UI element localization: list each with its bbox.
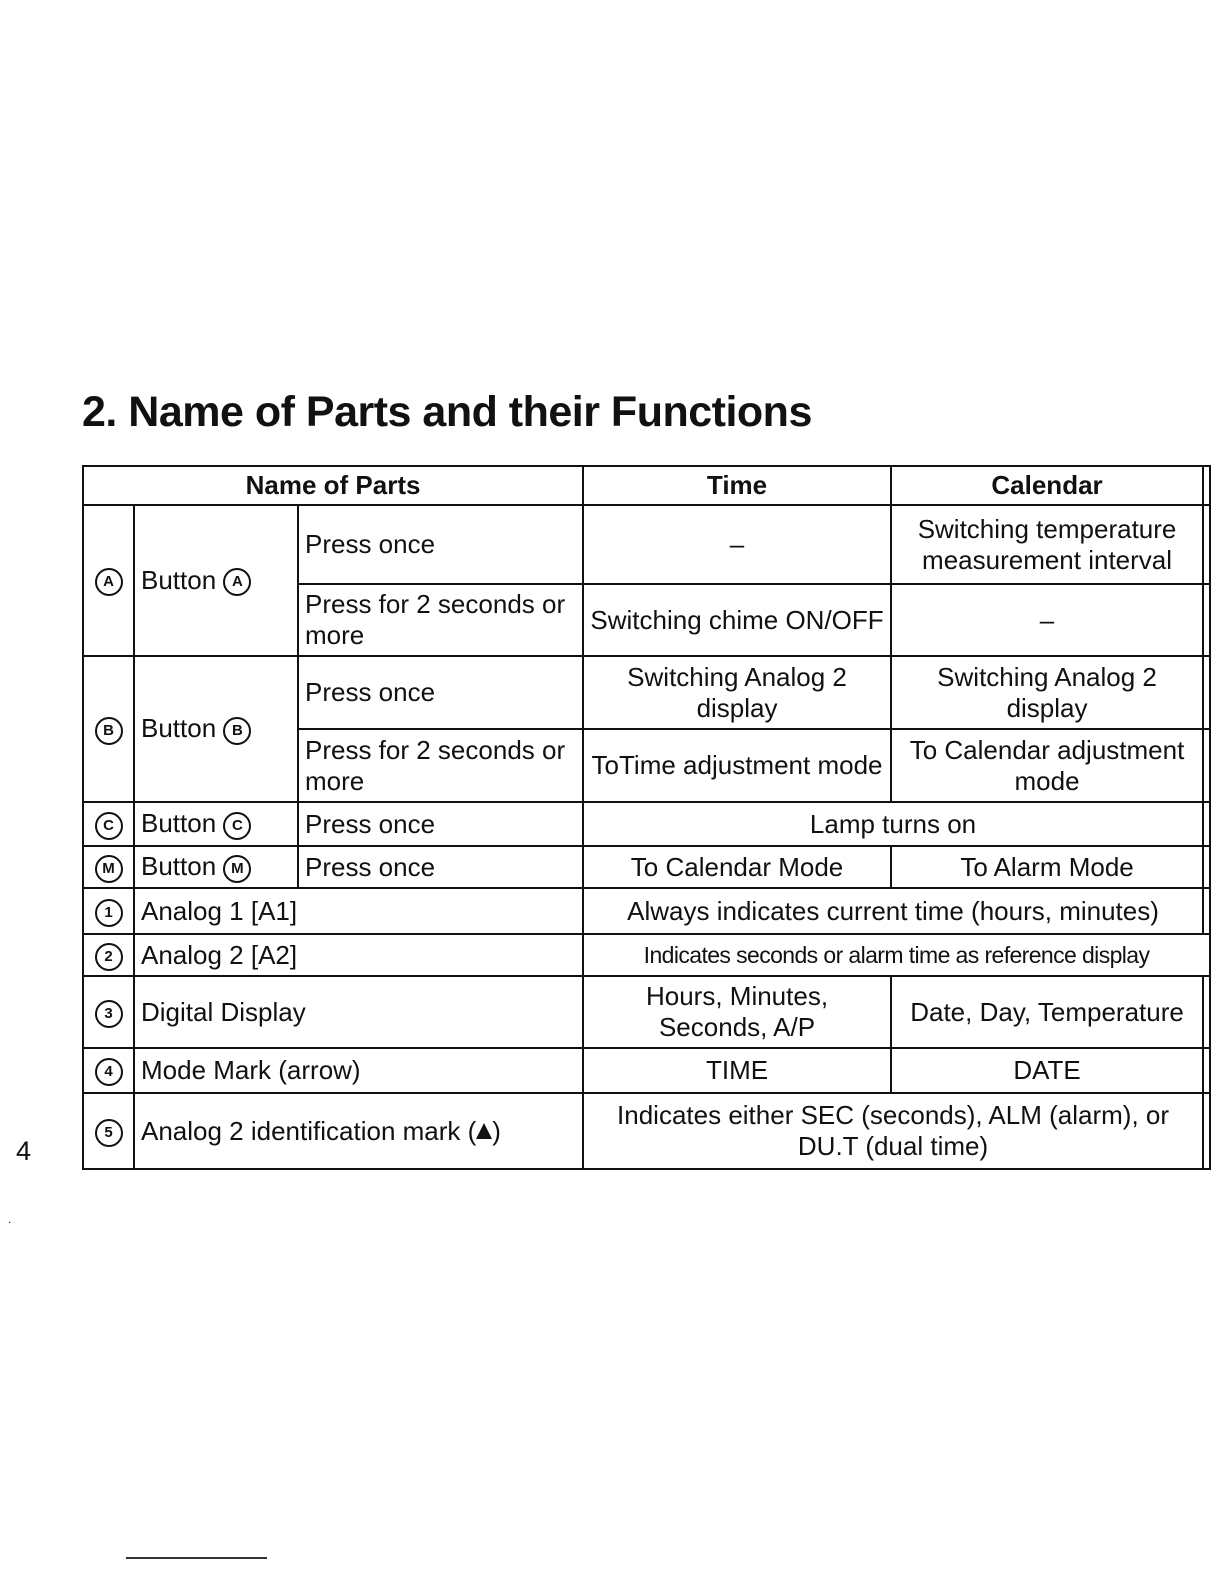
circled-m-icon: M	[95, 855, 123, 883]
button-m-press-once: Press once	[298, 846, 583, 888]
button-b-press-long-calendar: To Calendar adjustment mode	[891, 729, 1203, 802]
stray-mark: .	[8, 1212, 12, 1226]
button-b-symbol	[83, 656, 134, 802]
mode-mark-name: Mode Mark (arrow)	[134, 1048, 583, 1093]
analog-1-symbol	[83, 888, 134, 934]
circled-m-icon: M	[223, 855, 251, 883]
edge-cell	[1203, 976, 1210, 1048]
digital-display-symbol	[83, 976, 134, 1048]
header-calendar: Calendar	[891, 466, 1203, 505]
circled-a-icon: A	[95, 568, 123, 596]
analog-2-name: Analog 2 [A2]	[134, 934, 583, 976]
button-a-press-once-time: –	[583, 505, 891, 584]
id-mark-function: Indicates either SEC (seconds), ALM (alarm), or DU.T (dual time)	[583, 1093, 1203, 1169]
table-row	[83, 802, 1210, 846]
button-c-name	[134, 802, 298, 846]
table-row	[83, 1093, 1210, 1169]
button-b-press-once-time: Switching Analog 2 display	[583, 656, 891, 729]
circled-b-icon: B	[95, 717, 123, 745]
button-a-label: Button	[141, 564, 217, 595]
edge-cell	[1203, 656, 1210, 729]
analog-1-function: Always indicates current time (hours, minutes)	[583, 888, 1203, 934]
circled-3-icon: 3	[95, 1000, 123, 1028]
button-a-symbol	[83, 505, 134, 656]
parts-functions-table	[82, 465, 1211, 1170]
triangle-up-icon	[476, 1123, 492, 1139]
page-title: 2. Name of Parts and their Functions	[82, 388, 812, 436]
table-row	[83, 1048, 1210, 1093]
button-c-function: Lamp turns on	[583, 802, 1203, 846]
circled-1-icon: 1	[95, 899, 123, 927]
circled-c-icon: C	[95, 812, 123, 840]
button-m-name	[134, 846, 298, 888]
edge-cell	[1203, 584, 1210, 656]
edge-cell	[1203, 729, 1210, 802]
table-row	[83, 656, 1210, 729]
circled-c-icon: C	[223, 812, 251, 840]
page-number: 4	[16, 1136, 32, 1166]
circled-4-icon: 4	[95, 1058, 123, 1086]
button-m-time: To Calendar Mode	[583, 846, 891, 888]
id-mark-name	[134, 1093, 583, 1169]
circled-b-icon: B	[223, 717, 251, 745]
button-a-press-long: Press for 2 seconds or more	[298, 584, 583, 656]
header-time: Time	[583, 466, 891, 505]
table-row	[83, 505, 1210, 584]
button-a-press-once: Press once	[298, 505, 583, 584]
button-c-label: Button	[141, 808, 217, 839]
edge-cell	[1203, 846, 1210, 888]
button-a-press-once-calendar: Switching temperature measurement interval	[891, 505, 1203, 584]
button-m-label: Button	[141, 851, 217, 882]
footer-rule	[126, 1557, 267, 1559]
button-b-press-once-calendar: Switching Analog 2 display	[891, 656, 1203, 729]
analog-2-function: Indicates seconds or alarm time as reference display	[583, 934, 1210, 976]
button-m-calendar: To Alarm Mode	[891, 846, 1203, 888]
button-a-press-long-time: Switching chime ON/OFF	[583, 584, 891, 656]
button-c-symbol	[83, 802, 134, 846]
circled-5-icon: 5	[95, 1119, 123, 1147]
analog-1-name: Analog 1 [A1]	[134, 888, 583, 934]
id-mark-name-text: Analog 2 identification mark (	[141, 1115, 477, 1146]
mode-mark-time: TIME	[583, 1048, 891, 1093]
edge-cell	[1203, 505, 1210, 584]
mode-mark-symbol	[83, 1048, 134, 1093]
mode-mark-calendar: DATE	[891, 1048, 1203, 1093]
table-row	[83, 888, 1210, 934]
circled-a-icon: A	[223, 568, 251, 596]
button-a-press-long-calendar: –	[891, 584, 1203, 656]
digital-display-time: Hours, Minutes, Seconds, A/P	[583, 976, 891, 1048]
button-b-label: Button	[141, 713, 217, 744]
circled-2-icon: 2	[95, 943, 123, 971]
edge-cell	[1203, 466, 1210, 505]
button-c-press-once: Press once	[298, 802, 583, 846]
analog-2-symbol	[83, 934, 134, 976]
button-b-press-long: Press for 2 seconds or more	[298, 729, 583, 802]
table-row	[83, 934, 1210, 976]
id-mark-symbol	[83, 1093, 134, 1169]
edge-cell	[1203, 888, 1210, 934]
id-mark-name-close: )	[492, 1115, 501, 1146]
table-row	[83, 976, 1210, 1048]
button-a-name	[134, 505, 298, 656]
edge-cell	[1203, 1048, 1210, 1093]
button-b-name	[134, 656, 298, 802]
header-name-of-parts: Name of Parts	[83, 466, 583, 505]
button-b-press-long-time: ToTime adjustment mode	[583, 729, 891, 802]
table-header-row	[83, 466, 1210, 505]
button-m-symbol	[83, 846, 134, 888]
button-b-press-once: Press once	[298, 656, 583, 729]
edge-cell	[1203, 1093, 1210, 1169]
digital-display-calendar: Date, Day, Temperature	[891, 976, 1203, 1048]
digital-display-name: Digital Display	[134, 976, 583, 1048]
edge-cell	[1203, 802, 1210, 846]
table-row	[83, 846, 1210, 888]
